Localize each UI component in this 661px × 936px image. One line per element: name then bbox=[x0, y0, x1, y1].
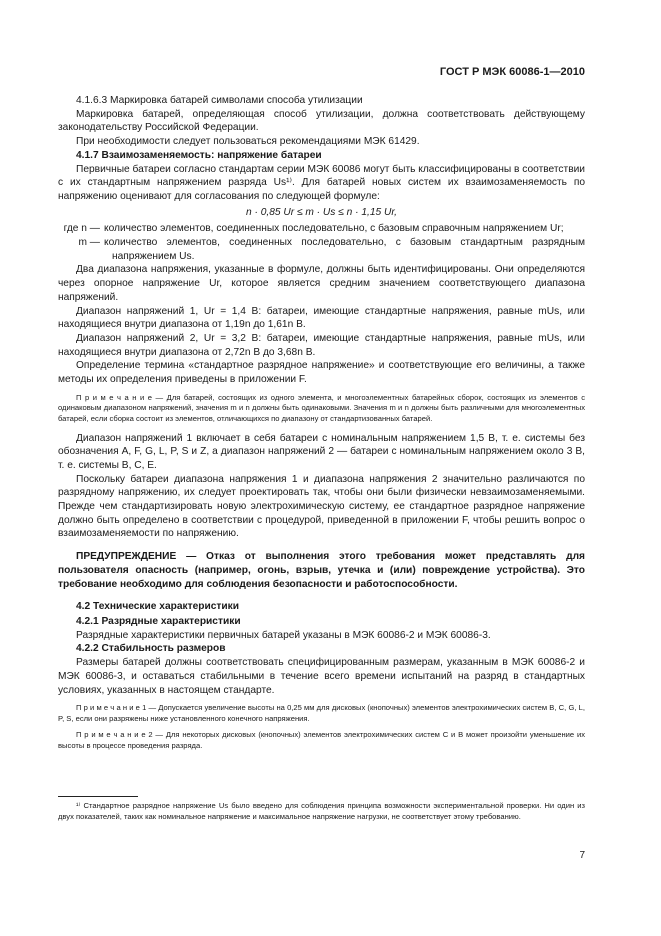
formula-legend-row bbox=[58, 236, 585, 263]
legend-definition: количество элементов, соединенных последовательно, с базовым стандартным разрядным напряжением Us. bbox=[104, 237, 585, 262]
spacer bbox=[58, 541, 585, 550]
section-heading: 4.2 Технические характеристики bbox=[76, 601, 240, 613]
section-heading: 4.2.1 Разрядные характеристики bbox=[76, 615, 241, 627]
legend-term: где n — bbox=[63, 223, 100, 235]
spacer bbox=[58, 425, 585, 432]
paragraph: 4.1.6.3 Маркировка батарей символами способа утилизации bbox=[76, 95, 363, 106]
page-number: 7 bbox=[579, 850, 585, 861]
paragraph: Диапазон напряжений 1 включает в себя батареи с номинальным напряжением 1,5 В, т. е. системы без обозначения A, F, G, L, P, S и Z, а диапазон напряжений 2 — батареи с номинальным напряжением около 3 В, т. е. системы B, C, E. bbox=[58, 432, 585, 471]
note: П р и м е ч а н и е 2 — Для некоторых дисковых (кнопочных) элементов электрохимических систем C и B может произойти уменьшение их высоты в процессе проведения разряда. bbox=[58, 730, 585, 750]
paragraph: Диапазон напряжений 2, Ur = 3,2 В: батареи, имеющие стандартные напряжения, равные mUs, или находящиеся внутри диапазона от 2,72n В до 3,68n В. bbox=[58, 332, 585, 358]
spacer bbox=[58, 591, 585, 600]
paragraph: Маркировка батарей, определяющая способ утилизации, должна соответствовать действующему законодательству Российской Федерации. bbox=[58, 108, 585, 134]
warning: ПРЕДУПРЕЖДЕНИЕ — Отказ от выполнения этого требования может представлять для пользователя опасность (например, огонь, взрыв, утечка и (или) повреждение устройства). Это требование необходимо для соблюдения безопасности и работоспособности. bbox=[58, 551, 585, 590]
paragraph: Два диапазона напряжения, указанные в формуле, должны быть идентифицированы. Они определяются через опорное напряжение Ur, которое является средним значением соответствующего диапазона напряжений. bbox=[58, 264, 585, 303]
paragraph: Определение термина «стандартное разрядное напряжение» и соответствующие его величины, а также методы их определения приведены в приложении F. bbox=[58, 360, 585, 386]
section-heading: 4.2.2 Стабильность размеров bbox=[76, 643, 226, 655]
footnote-separator bbox=[58, 796, 138, 797]
paragraph: При необходимости следует пользоваться рекомендациями МЭК 61429. bbox=[76, 136, 420, 148]
paragraph: Первичные батареи согласно стандартам серии МЭК 60086 могут быть классифицированы в соответствии с их стандартным напряжением разряда Us¹⁾. Для батарей новых систем их взаимозаменяемость по напряжению оценивают для согласования по следующей формуле: bbox=[58, 163, 585, 202]
section-heading: 4.1.7 Взаимозаменяемость: напряжение батареи bbox=[76, 149, 322, 161]
note: П р и м е ч а н и е 1 — Допускается увеличение высоты на 0,25 мм для дисковых (кнопочных) элементов электрохимических систем B, C, G, L, P, S, если они разряжены ниже установленного конечного напряжения. bbox=[58, 703, 585, 723]
formula: n · 0,85 Ur ≤ m · Us ≤ n · 1,15 Ur, bbox=[245, 206, 398, 218]
document-header: ГОСТ Р МЭК 60086-1—2010 bbox=[439, 66, 585, 78]
legend-definition: количество элементов, соединенных последовательно, с базовым справочным напряжением Ur; bbox=[104, 223, 564, 235]
formula-legend-row bbox=[58, 222, 585, 236]
paragraph: Диапазон напряжений 1, Ur = 1,4 В: батареи, имеющие стандартные напряжения, равные mUs, или находящиеся внутри диапазона от 1,19n до 1,61n В. bbox=[58, 305, 585, 331]
note: П р и м е ч а н и е — Для батарей, состоящих из одного элемента, и многоэлементных батарейных сборок, состоящих из элементов с одинаковым диапазоном напряжений, значения m и n должны быть одинаковыми. Значения m и n должны быть различными для многоэлементных батарей, если сборка состоит из элементов, отличающихся по диапазону от стандартизованных батарей. bbox=[58, 392, 585, 423]
paragraph: Размеры батарей должны соответствовать специфицированным размерам, указанным в МЭК 60086-2 и МЭК 60086-3, и оставаться стабильными в течение всего времени испытаний на разряд в стандартных условиях, указанных в настоящем стандарте. bbox=[58, 657, 585, 696]
legend-term: m — bbox=[78, 237, 100, 249]
paragraph: Разрядные характеристики первичных батарей указаны в МЭК 60086-2 и МЭК 60086-3. bbox=[76, 629, 491, 641]
footnote: ¹⁾ Стандартное разрядное напряжение Us было введено для соблюдения принципа возможности экспериментальной проверки. Ни один из двух показателей, таких как номинальное напряжение и максимальное напряжение нагрузки, не соответствует этому требованию. bbox=[58, 801, 585, 821]
paragraph: Поскольку батареи диапазона напряжения 1 и диапазона напряжения 2 значительно различаются по разрядному напряжению, их следует проектировать так, чтобы они были физически невзаимозаменяемыми. Прежде чем стандартизировать новую электрохимическую систему, ее стандартное разрядное напряжение должно быть определено в соответствии с процедурой, приведенной в приложении F, чтобы решить вопрос о взаимозаменяемости по напряжению. bbox=[58, 473, 585, 540]
document-body bbox=[58, 94, 585, 752]
